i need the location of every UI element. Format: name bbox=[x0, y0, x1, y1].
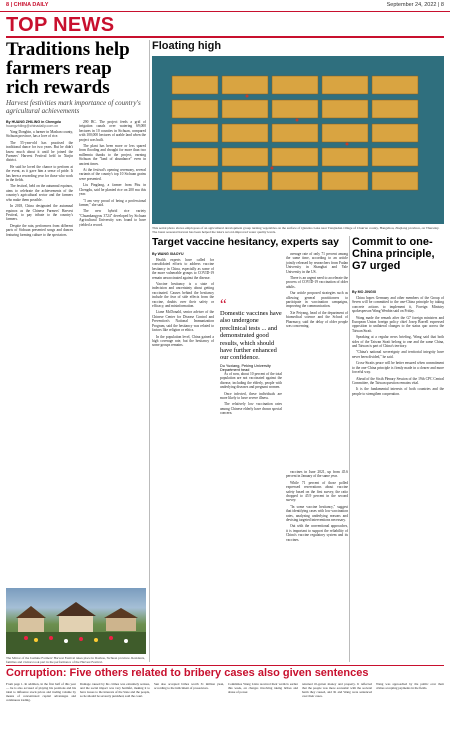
paragraph: Wang made the remark after the G7 foreign ministers and European Union foreign policy chief Josep Borrell expressed opposition to unilateral changes to the status quo across the Taiwan Strait. bbox=[352, 315, 444, 333]
vaccine-text-1 bbox=[152, 258, 214, 348]
commit-headline[interactable]: Commit to one-China principle, G7 urged bbox=[352, 236, 435, 272]
vaccine-column-1 bbox=[152, 252, 214, 350]
paragraph: returned ill-gotten money and property. It reflected that the people was more economic with the societal harm they caused, and Xi and Wang were sentenced over their cases. bbox=[302, 682, 372, 698]
paragraph: "China's national sovereignty and territorial integrity have never been divided," he said. bbox=[352, 350, 444, 359]
paragraph: 290 BC. The project feeds a grid of irrigation canals over watering 69,000 hectares in 10 counties in Sichuan, compared with 100,000 hectares of arable land when the project was built. bbox=[79, 120, 146, 142]
paragraph: average rate of only 71 percent among the same time, according to an article jointly released by researchers from Fudan University in Shanghai and Yale University in the US. bbox=[286, 252, 348, 274]
paragraph: China hopes Germany and other members of the Group of Seven will be committed to the one-China principle by taking concrete actions to implement it, Foreign Ministry spokesperson Wang Wenbin said on Friday. bbox=[352, 296, 444, 314]
paragraph: In 2018, China designated the autumnal equinox as the Chinese Farmers' Harvest Festival, to pay tribute to the country's farmers. bbox=[6, 204, 73, 222]
paragraph: From page 1. In addition, in the first half of this year — he is also accused of playing his positions and his ideal to influence stock prices and trading volume by means of concentrated capital advantages and continuous trading. bbox=[6, 682, 76, 702]
main-subhead: Harvest festivities mark importance of country's agricultural achievements bbox=[6, 99, 141, 115]
vaccine-column-3 bbox=[286, 252, 348, 331]
main-byline bbox=[6, 120, 73, 128]
vaccine-text-3 bbox=[286, 252, 348, 329]
vaccine-column-2 bbox=[220, 372, 282, 418]
paragraph: Our article proposed strategies such as allowing general practitioners to participate in vaccination campaigns, improving the communication. bbox=[286, 291, 348, 309]
vaccine-pull-quote bbox=[220, 297, 282, 373]
column-divider bbox=[149, 40, 150, 662]
paragraph: Xie Peiyang, head of the department of biomedical science and the School of Pharmacy, said the delay of older people was concerning. bbox=[286, 310, 348, 329]
paragraph: Wang was approached by the public over their crimes accepting payments in the fields. bbox=[376, 682, 444, 690]
paragraph: Out with the conventional approaches, it is important to support the reliability of China's vaccine regulatory system and its vaccines. bbox=[286, 524, 348, 542]
vaccine-text-4 bbox=[286, 470, 348, 542]
pull-quote-text: Domestic vaccines have also undergone preclinical tests ... and demonstrated good results, which should have further enhanced our confidence. bbox=[220, 310, 282, 362]
paragraph: Damage caused by his crimes was extremely serious, and the social impact was very harmful, making it to have losses to the interests of the State and the people, so he should be severely punished, said the court. bbox=[80, 682, 150, 698]
paragraph: vaccines in June 2021, up from 45.6 percent in January of the same year. bbox=[286, 470, 348, 479]
corruption-column-6 bbox=[376, 683, 444, 691]
paragraph: Once infected, these individuals are more likely to have severe illness. bbox=[220, 391, 282, 401]
commit-text bbox=[352, 296, 444, 396]
paragraph: He said he loved the chance to perform at the event, as it gave him a sense of pride. It has been a rewarding year for those who work in the fields. bbox=[6, 164, 73, 183]
commit-column bbox=[352, 290, 444, 398]
section-title: TOP NEWS bbox=[6, 14, 115, 36]
corruption-column-2 bbox=[80, 683, 150, 699]
paragraph: Speaking at a regular news briefing, Wang said that both sides of the Taiwan Strait belong to one and the same China, and Taiwan is part of China's territory. bbox=[352, 335, 444, 349]
main-story-text bbox=[6, 130, 73, 237]
paragraph: Committee Wang Lixiu received their verdicts earlier this week, on charges involving taking bribes and abuse of power. bbox=[228, 682, 298, 694]
paragraph: "In some vaccine hesitancy," suggest that identifying cases with low vaccination rates, analyzing underlying reasons and devising targeted interventions necessary. bbox=[286, 504, 348, 523]
masthead bbox=[0, 0, 450, 12]
vaccine-byline: By WANG XIAOYU bbox=[152, 252, 184, 256]
masthead-date: September 24, 2022 | 8 bbox=[386, 2, 444, 8]
main-story-column-1 bbox=[6, 120, 73, 239]
column-divider bbox=[349, 236, 350, 662]
corruption-divider bbox=[6, 665, 444, 666]
main-story-column-2 bbox=[79, 120, 146, 229]
paragraph: Yang Dongbin, a farmer in Mashan county, Sichuan province, has a love of rice. bbox=[6, 130, 73, 139]
paragraph: Cross-Straits peace will be better ensured when commitment to the one-China principle is firmly made in a clearer and more forceful way. bbox=[352, 361, 444, 375]
main-byline-name: By HUANG ZHILING in Chengdu bbox=[6, 120, 61, 124]
paragraph: Liane McDonald, senior adviser of the Chinese Center for Disease Control and Prevention's National Immunization Program, said the hesitancy was related to factors like religion or ethics. bbox=[152, 310, 214, 333]
paragraph: Despite the rain, performers from different parts of Sichuan presented songs and dances featuring farming culture to the spectators. bbox=[6, 223, 73, 237]
main-headline[interactable]: Traditions help farmers reap rich rewards bbox=[6, 39, 130, 98]
paragraph: There is an urgent need to accelerate the process of COVID-19 vaccination of older adults. bbox=[286, 276, 348, 289]
lake-aerial-photo[interactable] bbox=[152, 56, 444, 224]
vaccine-headline[interactable]: Target vaccine hesitancy, experts say bbox=[152, 236, 339, 248]
paragraph: Health experts have called for consolidated efforts to address vaccine hesitancy in China, especially as some of the more vulnerable groups to COVID-19 remain unvaccinated against the disease. bbox=[152, 258, 214, 280]
paragraph: While 71 percent of those polled expressed reservations about vaccine safety based on the first survey, the ratio dropped to 45.9 percent in the second survey. bbox=[286, 480, 348, 503]
paragraph: "I am very proud of being a professional farmer," she said. bbox=[79, 198, 146, 207]
paragraph: The plant has been more or less spared from flooding and drought for more than two millennia thanks to the project, earning Sichuan the "land of abundance" even in ancient times. bbox=[79, 144, 146, 166]
paragraph: At the festival's opening ceremony, several variants of the county's top 10 Sichuan grains were presented. bbox=[79, 168, 146, 181]
paragraph: Liu Pingfang, a farmer from Pitu in Chengdu, said he planted rice on 200 mu this year. bbox=[79, 183, 146, 197]
paragraph: As of now, about 10 percent of the total population are not vaccinated against the disease, including the elderly, people with underlying diseases and pregnant women. bbox=[220, 372, 282, 390]
corruption-column-5 bbox=[302, 683, 372, 699]
vaccine-column-4 bbox=[286, 470, 348, 544]
corruption-column-3 bbox=[154, 683, 224, 691]
paragraph: It is the fundamental interests of both countries and the people to strengthen cooperation. bbox=[352, 387, 444, 396]
commit-byline: By MO JINGXI bbox=[352, 290, 377, 294]
paragraph: Vaccine hesitancy is a state of indecision and uncertainty about getting vaccinated. Causes behind the hesitancy include the fear of side effects from the vaccine, doubts over their safety or efficacy, and misinformation. bbox=[152, 282, 214, 309]
main-story-text-2 bbox=[79, 120, 146, 227]
floating-heading: Floating high bbox=[152, 40, 222, 52]
paragraph: In the population level, China gained a high coverage rate, but the hesitancy of some groups remains. bbox=[152, 334, 214, 348]
corruption-headline[interactable]: Corruption: Five others related to bribery cases also given sentences bbox=[6, 667, 369, 679]
paragraph: The 55-year-old has practised the traditional dance for two years. But he didn't know much about it until he joined the Farmers' Harvest Festival held in Xinjin district. bbox=[6, 140, 73, 163]
corruption-column-1 bbox=[6, 683, 76, 703]
masthead-left: 8 | CHINA DAILY bbox=[6, 2, 49, 8]
paragraph: The festival, held on the autumnal equinox, aims to celebrate the achievements of the country's agricultural sector and the farmers who make them possible. bbox=[6, 184, 73, 202]
lake-photo-illustration bbox=[152, 56, 444, 224]
main-byline-email: huangzhiling@chinadaily.com.cn bbox=[6, 124, 59, 128]
village-festival-photo[interactable] bbox=[6, 588, 146, 654]
paragraph: Sun also accepted bribes worth 31 million yuan, according to the indictment of prosecutors. bbox=[154, 682, 224, 690]
corruption-column-4 bbox=[228, 683, 298, 695]
lake-photo-caption: This aerial photo shows employees of an agricultural development group turning vegetables on the surface of Qiandao Lake near Tianjiadun village of Chun'an county, Hangzhou, Zhejiang province, on Thursday. The latest seasonal harvest has been helped the lake's record-improved water quality levels. bbox=[152, 226, 440, 234]
paragraph: The relatively low vaccination rates among Chinese elderly have drawn special concern. bbox=[220, 402, 282, 416]
village-photo-caption: The Mirror of the Jasmine Farmers' Harvest Festival takes place in Dazhou, Sichuan province. Residents, families and visitors took part in the performance of the Harvest Festival. bbox=[6, 656, 145, 664]
village-photo-illustration bbox=[6, 588, 146, 654]
pull-quote-attribution: Du Yuxiang, Peking University Department head bbox=[220, 363, 271, 373]
paragraph: The new hybrid rice variety "Chuankangyou 3724" developed by Sichuan Agricultural University was found to have yielded a record. bbox=[79, 209, 146, 227]
quote-mark-icon: “ bbox=[220, 297, 227, 313]
vaccine-text-2 bbox=[220, 372, 282, 416]
paragraph: Ahead of the Sixth Plenary Session of the 19th CPC Central Committee, the Taiwan question remains vital. bbox=[352, 376, 444, 385]
section-divider bbox=[6, 36, 444, 38]
